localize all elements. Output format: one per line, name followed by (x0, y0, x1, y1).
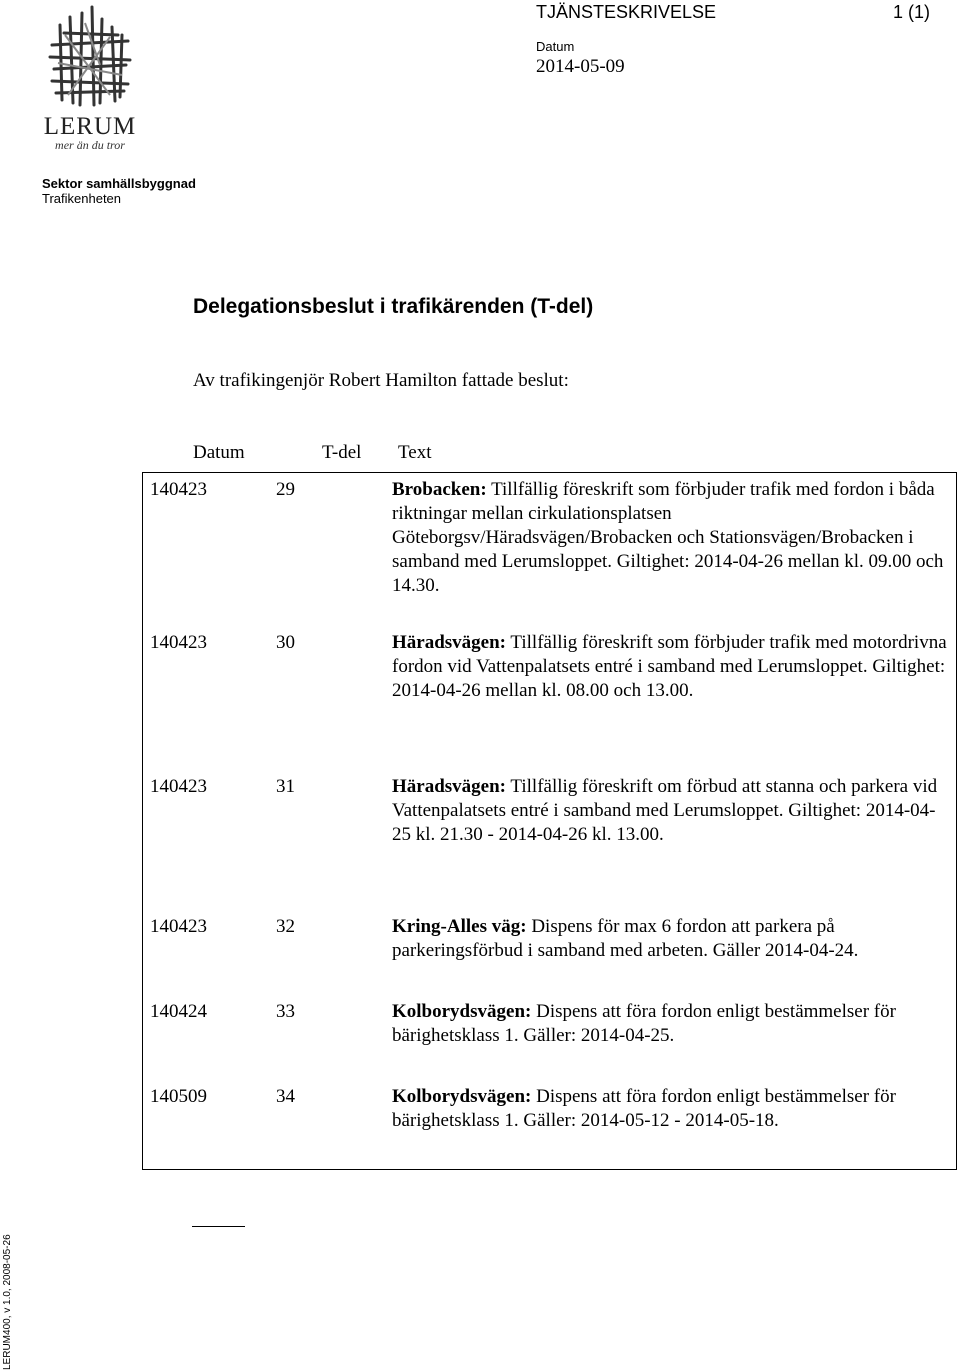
row-text (392, 478, 952, 598)
row-tdel: 32 (276, 916, 295, 937)
row-tdel: 33 (276, 1001, 295, 1022)
unit: Trafikenheten (42, 191, 122, 206)
document-type: TJÄNSTESKRIVELSE (536, 2, 717, 22)
row-date: 140424 (150, 1001, 207, 1022)
page-title: Delegationsbeslut i trafikärenden (T-del) (193, 295, 594, 318)
subtitle: Av trafikingenjör Robert Hamilton fattade beslut: (193, 370, 569, 391)
date-value: 2014-05-09 (536, 56, 625, 77)
row-street: Häradsvägen: (392, 632, 506, 653)
row-date: 140423 (150, 632, 207, 653)
column-header-text: Text (398, 442, 432, 463)
row-description: Tillfällig föreskrift om förbud att stanna och parkera vid Vattenpalatsets entré i samband med Lerumsloppet. Giltighet: 2014-04-25 kl. 21.30 - 2014-04-26 kl. 13.00. (392, 776, 938, 845)
row-text (392, 915, 952, 963)
decisions-table (142, 472, 957, 1170)
row-description: Tillfällig föreskrift som förbjuder trafik med fordon i båda riktningar mellan cirkulationsplatsen Göteborgsv/Häradsvägen/Brobacken och Stationsvägen/Brobacken i samband med Lerumsloppet. Giltighet: 2014-04-26 mellan kl. 09.00 och 14.30. (392, 479, 944, 596)
row-text (392, 775, 952, 847)
row-date: 140423 (150, 479, 207, 500)
row-description: Dispens att föra fordon enligt bestämmelser för bärighetsklass 1. Gäller: 2014-05-12 - 2014-05-18. (392, 1086, 896, 1131)
footer-divider (192, 1226, 245, 1227)
row-tdel: 31 (276, 776, 295, 797)
department: Sektor samhällsbyggnad (42, 176, 196, 191)
lerum-logo-mark (40, 5, 140, 115)
row-tdel: 34 (276, 1086, 295, 1107)
row-description: Tillfällig föreskrift som förbjuder trafik med motordrivna fordon vid Vattenpalatsets entré i samband med Lerumsloppet. Giltighet: 2014-04-26 mellan kl. 08.00 och 13.00. (392, 632, 947, 701)
row-date: 140423 (150, 776, 207, 797)
row-date: 140423 (150, 916, 207, 937)
row-text (392, 631, 952, 703)
row-tdel: 30 (276, 632, 295, 653)
template-code: LERUM400, v 1.0, 2008-05-26 (2, 1234, 13, 1370)
row-description: Dispens att föra fordon enligt bestämmelser för bärighetsklass 1. Gäller: 2014-04-25. (392, 1001, 896, 1046)
logo-wordmark: LERUM (43, 113, 137, 140)
column-header-date: Datum (193, 442, 245, 463)
page-number: 1 (1) (893, 2, 931, 22)
row-street: Häradsvägen: (392, 776, 506, 797)
row-street: Kolborydsvägen: (392, 1086, 532, 1107)
row-street: Kolborydsvägen: (392, 1001, 532, 1022)
row-text (392, 1000, 952, 1048)
row-text (392, 1085, 952, 1133)
date-label: Datum (536, 39, 575, 54)
row-tdel: 29 (276, 479, 295, 500)
row-description: Dispens för max 6 fordon att parkera på parkeringsförbud i samband med arbeten. Gäller 2014-04-24. (392, 916, 859, 961)
row-street: Brobacken: (392, 479, 487, 500)
row-date: 140509 (150, 1086, 207, 1107)
row-street: Kring-Alles väg: (392, 916, 527, 937)
column-header-tdel: T-del (322, 442, 362, 463)
logo-tagline: mer än du tror (55, 138, 125, 152)
